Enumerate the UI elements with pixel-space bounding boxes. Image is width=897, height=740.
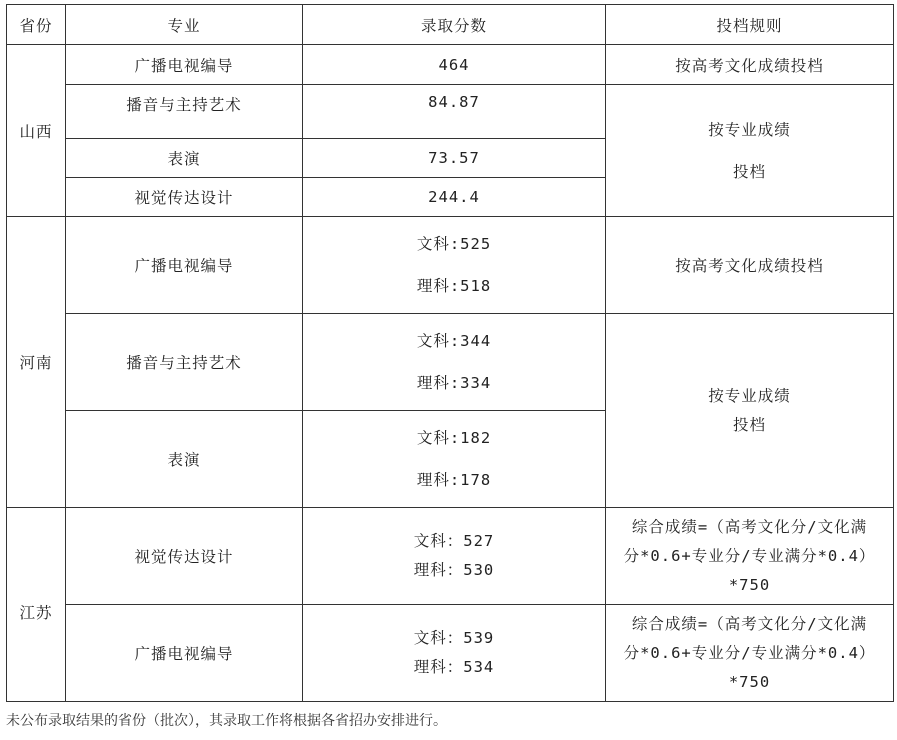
rule-line: 按专业成绩 [708, 386, 791, 405]
major-cell: 表演 [66, 139, 303, 178]
rule-line: 综合成绩=（高考文化分/文化满 [631, 614, 868, 633]
header-score: 录取分数 [303, 5, 606, 45]
rule-line: 投档 [732, 162, 766, 181]
header-major: 专业 [66, 5, 303, 45]
score-cell: 84.87 [303, 85, 606, 139]
arts-score: 文科:525 [416, 235, 492, 253]
province-cell-shanxi: 山西 [7, 45, 66, 217]
score-cell: 464 [303, 45, 606, 85]
table-row [7, 314, 894, 411]
table-row [7, 45, 894, 85]
major-cell: 播音与主持艺术 [66, 314, 303, 411]
rule-line: 分*0.6+专业分/专业满分*0.4） [623, 643, 876, 662]
science-score: 理科:334 [416, 374, 492, 392]
major-cell: 广播电视编导 [66, 605, 303, 702]
header-row [7, 5, 894, 45]
score-cell [303, 605, 606, 702]
rule-cell-major [606, 85, 894, 217]
major-cell: 广播电视编导 [66, 217, 303, 314]
arts-score: 文科：527 [413, 532, 495, 550]
rule-line: *750 [728, 672, 771, 691]
province-cell-jiangsu: 江苏 [7, 508, 66, 702]
arts-score: 文科:182 [416, 429, 492, 447]
score-cell [303, 508, 606, 605]
footnote: 未公布录取结果的省份（批次），其录取工作将根据各省招办安排进行。 [6, 713, 447, 729]
major-cell: 视觉传达设计 [66, 508, 303, 605]
major-cell: 表演 [66, 411, 303, 508]
major-cell: 广播电视编导 [66, 45, 303, 85]
rule-cell: 按高考文化成绩投档 [606, 45, 894, 85]
major-cell: 视觉传达设计 [66, 178, 303, 217]
admission-scores-table [6, 4, 894, 702]
science-score: 理科:178 [416, 471, 492, 489]
rule-line: 按专业成绩 [708, 120, 791, 139]
rule-cell-composite [606, 508, 894, 605]
arts-score: 文科:344 [416, 332, 492, 350]
table-row [7, 217, 894, 314]
science-score: 理科:518 [416, 277, 492, 295]
header-rule: 投档规则 [606, 5, 894, 45]
rule-line: 综合成绩=（高考文化分/文化满 [631, 517, 868, 536]
science-score: 理科：530 [413, 561, 495, 579]
rule-line: 投档 [732, 415, 766, 434]
rule-line: *750 [728, 575, 771, 594]
arts-score: 文科：539 [413, 629, 495, 647]
score-cell [303, 314, 606, 411]
score-cell [303, 217, 606, 314]
score-cell: 73.57 [303, 139, 606, 178]
header-province: 省份 [7, 5, 66, 45]
rule-cell: 按高考文化成绩投档 [606, 217, 894, 314]
major-cell: 播音与主持艺术 [66, 85, 303, 139]
table-row [7, 85, 894, 139]
rule-cell-major [606, 314, 894, 508]
science-score: 理科：534 [413, 658, 495, 676]
rule-cell-composite [606, 605, 894, 702]
table-row [7, 508, 894, 605]
table-row [7, 605, 894, 702]
score-cell: 244.4 [303, 178, 606, 217]
province-cell-henan: 河南 [7, 217, 66, 508]
score-cell [303, 411, 606, 508]
rule-line: 分*0.6+专业分/专业满分*0.4） [623, 546, 876, 565]
